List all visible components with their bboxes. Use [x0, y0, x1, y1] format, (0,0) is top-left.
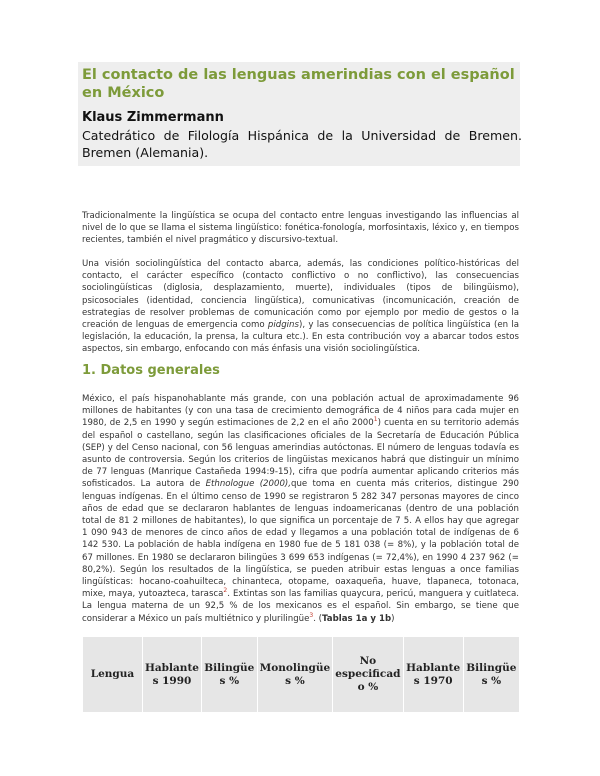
section-heading: 1. Datos generales	[82, 363, 220, 378]
text-run: )	[391, 613, 395, 624]
col-monolingues: Monolingüe s %	[257, 637, 333, 713]
table-header-row	[83, 637, 520, 713]
pidgins-term: pidgins	[267, 320, 299, 331]
tables-reference: Tablas 1a y 1b	[322, 613, 392, 624]
intro-paragraph: Tradicionalmente la lingüística se ocupa del contacto entre lenguas investigando las influencias al nivel de lo que se llama el sistema lingüístico: fonética-fonología, morfosintaxis, léxico y, en tiempos recientes, también el nivel pragmático y discursivo-textual.	[82, 211, 519, 246]
author-affiliation: Catedrático de Filología Hispánica de la Universidad de Bremen. Bremen (Alemania).	[82, 128, 522, 160]
col-bilingues-1990: Bilingüe s %	[201, 637, 257, 713]
col-no-especificado: No especificad o %	[333, 637, 403, 713]
footnote-ref-1[interactable]: 1	[373, 416, 378, 424]
author-name: Klaus Zimmermann	[82, 110, 224, 125]
footnote-ref-2[interactable]: 2	[223, 587, 228, 595]
text-run: México, el país hispanohablante más grande, con una población actual de aproximadamente 96 millones de habitantes (y con una tasa de crecimiento demográfica de 4 niños para cada mujer en 1980, de 2,5 en 1990 y según estimaciones de 2,2 en el año 2000	[82, 394, 519, 429]
text-run: que toma en cuenta más criterios, distingue 290 lenguas indígenas. En el último censo de 1990 se registraron 5 282 347 personas mayores de cinco años de edad que se declararon hablantes de lenguas indoamericanas (dentro de una población total de 81 2 millones de habitantes), lo que significa un porcentaje de 7 5. A ellos hay que agregar 1 090 943 de menores de cinco años de edad y llegamos a una población total de indígenas de 6 142 530. La población de habla indígena en 1980 fue de 5 181 038 (= 8%), y la población total de 67 millones. En 1980 se declararon bilingües 3 699 653 indígenas (= 72,4%), en 1990 4 237 962 (= 80,2%). Según los resultados de la lingüística, se pueden atribuir estas lenguas a once familias lingüísticas: hocano-coahuilteca, chinanteca, otopame, oaxaqueña, huave, tlapaneca, totonaca, mixe, maya, yutoazteca, tarasca	[82, 479, 519, 600]
text-run: ), y las consecuencias de política lingüística (en la legislación, la educación, la prensa, la cultura etc.). En esta contribución voy a abarcar todos estos aspectos, sin embargo, enfocando con más énfasis una visión sociolingüística.	[82, 320, 519, 355]
col-hablantes-1970: Hablante s 1970	[403, 637, 463, 713]
text-run: . (	[313, 613, 323, 624]
col-lengua: Lengua	[83, 637, 143, 713]
text-run: ) cuenta en su territorio además del español o castellano, según las clasificaciones oficiales de la Secretaría de Educación Pública (SEP) y del Censo nacional, con 56 lenguas amerindias autóctonas. El número de lenguas todavía es asunto de controversia. Según los criterios de lingüistas mexicanos habrá que distinguir un mínimo de 77 lenguas (Manrique Castañeda 1994:9-15), cifra que podría aumentar aplicando criterios más sofisticados. La autora de	[82, 418, 519, 490]
footnote-ref-3[interactable]: 3	[309, 611, 314, 619]
sociolinguistic-paragraph	[82, 258, 519, 356]
col-bilingues-1970: Bilingüe s %	[463, 637, 519, 713]
datos-paragraph	[82, 393, 519, 625]
article-title: El contacto de las lenguas amerindias con el español en México	[82, 67, 515, 101]
text-run: Una visión sociolingüística del contacto abarca, además, las condiciones político-históricas del contacto, el carácter específico (contacto conflictivo o no conflictivo), las consecuencias sociolingüísticas (diglosia, desplazamiento, muerte), individuales (tipos de bilingüismo), psicosociales (identidad, conciencia lingüística), comunicativas (incomunicación, creación de estrategias de resolver problemas de comunicación como por ejemplo por medio de gestos o la creación de lenguas de emergencia como	[82, 259, 519, 331]
col-hablantes-1990: Hablante s 1990	[142, 637, 201, 713]
languages-table	[82, 636, 520, 713]
text-run: . Extintas son las familias quaycura, pericú, manguera y cuitlateca. La lengua materna de un 92,5 % de los mexicanos es el español. Sin embargo, se tiene que considerar a México un país multiétnico y plurilingüe	[82, 589, 519, 624]
ethnologue-citation: Ethnologue (2000),	[205, 479, 292, 490]
